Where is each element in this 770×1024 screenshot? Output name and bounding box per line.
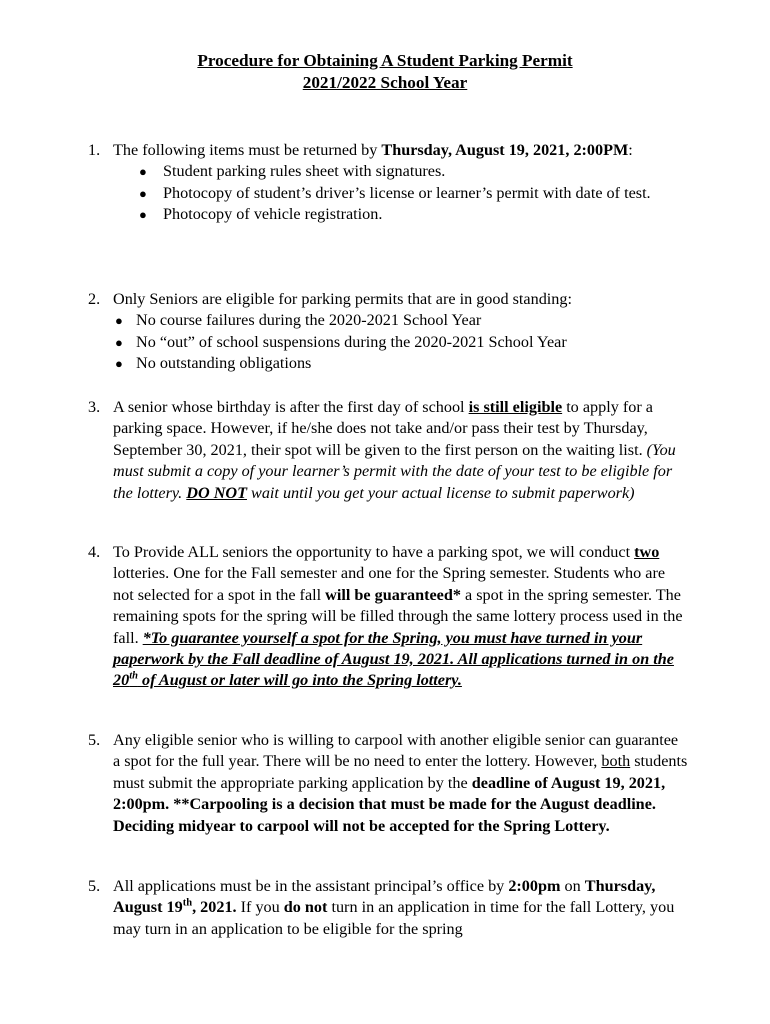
bullet-item: ● Photocopy of vehicle registration.: [113, 204, 688, 225]
bullet-item: ● No “out” of school suspensions during the 2020-2021 School Year: [113, 332, 688, 353]
bullet-icon: ●: [115, 334, 123, 350]
bullet-list: [113, 310, 688, 374]
item-number: 4.: [88, 543, 101, 561]
item-number: 3.: [88, 398, 101, 416]
item-number: 5.: [88, 731, 101, 749]
item-body: [113, 289, 688, 375]
document-subtitle: 2021/2022 School Year: [302, 73, 468, 92]
item-text: All applications must be in the assistant principal’s office by 2:00pm on Thursday, August 19th, 2021. If you do not turn in an application in time for the fall Lottery, you may turn in an application to be eligible for the spring: [113, 877, 675, 938]
item-number: 1.: [88, 141, 101, 159]
item-body: [113, 542, 688, 692]
bullet-icon: ●: [139, 207, 147, 223]
bullet-item: ● No course failures during the 2020-2021 School Year: [113, 310, 688, 331]
bullet-list: [113, 161, 688, 225]
bullet-icon: ●: [115, 356, 123, 372]
bullet-item: ● No outstanding obligations: [113, 353, 688, 374]
item-body: [113, 730, 688, 837]
item-body: [113, 397, 688, 504]
item-number: 5.: [88, 877, 101, 895]
document-title: Procedure for Obtaining A Student Parking Permit: [197, 51, 573, 70]
bullet-icon: ●: [139, 185, 147, 201]
item-text: Any eligible senior who is willing to carpool with another eligible senior can guarantee a spot for the full year. There will be no need to enter the lottery. However, both students must submit the appropriate parking application by the deadline of August 19, 2021, 2:00pm. **Carpooling is a decision that must be made for the August deadline. Deciding midyear to carpool will not be accepted for the Spring Lottery.: [113, 731, 688, 835]
item-text: The following items must be returned by Thursday, August 19, 2021, 2:00PM:: [113, 141, 633, 159]
bullet-item: ● Photocopy of student’s driver’s license or learner’s permit with date of test.: [113, 183, 688, 204]
item-text: To Provide ALL seniors the opportunity to have a parking spot, we will conduct two lotteries. One for the Fall semester and one for the Spring semester. Students who are not selected for a spot in the fall will be guaranteed* a spot in the spring semester. The remaining spots for the spring will be filled through the same lottery process used in the fall. *To guarantee yourself a spot for the Spring, you must have turned in your paperwork by the Fall deadline of August 19, 2021. All applications turned in on the 20th of August or later will go into the Spring lottery.: [113, 543, 683, 690]
bullet-item: ● Student parking rules sheet with signatures.: [113, 161, 688, 182]
item-text: A senior whose birthday is after the first day of school is still eligible to apply for a parking space. However, if he/she does not take and/or pass their test by Thursday, September 30, 2021, their spot will be given to the first person on the waiting list. (You must submit a copy of your learner’s permit with the date of your test to be eligible for the lottery. DO NOT wait until you get your actual license to submit paperwork): [113, 398, 676, 502]
item-number: 2.: [88, 290, 101, 308]
item-text: Only Seniors are eligible for parking permits that are in good standing:: [113, 290, 572, 308]
bullet-icon: ●: [115, 313, 123, 329]
item-body: [113, 876, 688, 940]
item-body: [113, 140, 688, 226]
bullet-icon: ●: [139, 164, 147, 180]
